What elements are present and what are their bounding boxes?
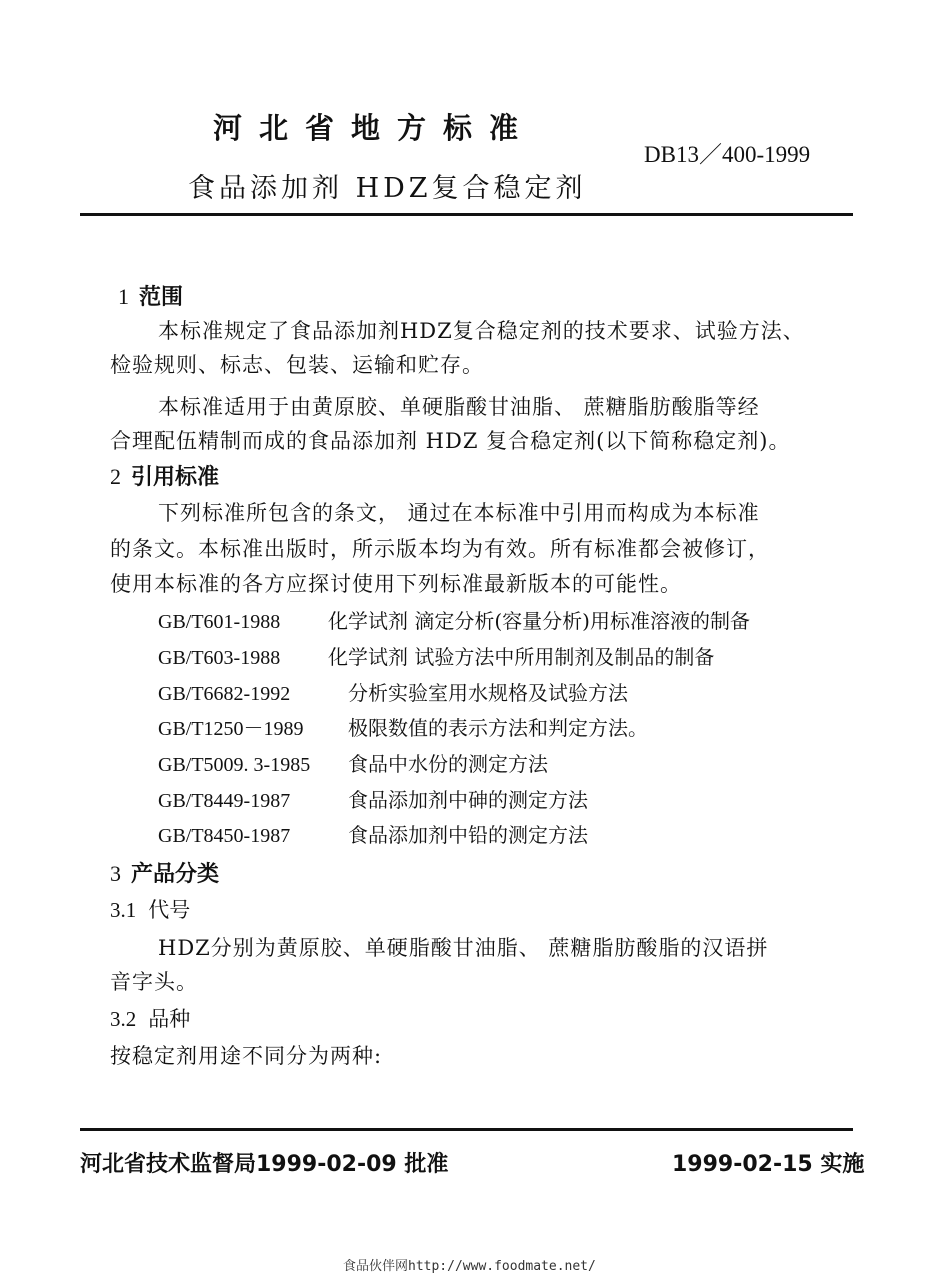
reference-title: 化学试剂 滴定分析(容量分析)用标准溶液的制备 [328,609,750,633]
header-divider [80,213,853,216]
reference-title: 食品添加剂中砷的测定方法 [348,788,588,812]
paragraph-line: 音字头。 [110,970,198,994]
document-subtitle: 食品添加剂 HDZ复合稳定剂 [188,173,587,204]
reference-title: 食品添加剂中铅的测定方法 [348,823,588,847]
section-title: 产品分类 [131,862,220,887]
reference-title: 化学试剂 试验方法中所用制剂及制品的制备 [328,645,715,669]
watermark-text: 食品伙伴网http://www.foodmate.net/ [343,1259,596,1274]
section-2-heading [110,460,219,491]
reference-title: 分析实验室用水规格及试验方法 [348,681,628,705]
subsection-title: 品种 [148,1007,191,1031]
paragraph-line: 本标准规定了食品添加剂HDZ复合稳定剂的技术要求、试验方法、 [158,319,805,343]
section-title: 范围 [139,285,184,310]
reference-title: 极限数值的表示方法和判定方法。 [348,716,648,740]
footer-divider [80,1128,853,1131]
section-1-heading [118,280,183,311]
implementation-line: 1999-02-15 实施 [672,1152,865,1177]
reference-item [158,784,588,813]
paragraph-line: 按稳定剂用途不同分为两种: [110,1044,383,1068]
reference-code: GB/T8450-1987 [158,825,291,847]
paragraph-line: 的条文。本标准出版时，所示版本均为有效。所有标准都会被修订， [110,537,770,561]
reference-code: GB/T6682-1992 [158,683,291,705]
section-3-heading [110,857,219,888]
reference-item [158,748,548,777]
section-number: 2 [110,464,121,489]
paragraph-line: HDZ分别为黄原胶、单硬脂酸甘油脂、 蔗糖脂肪酸脂的汉语拼 [158,936,769,960]
section-number: 1 [118,284,129,309]
document-title: 河北省地方标准 [213,111,536,145]
paragraph-line: 合理配伍精制而成的食品添加剂 HDZ 复合稳定剂(以下简称稳定剂)。 [110,429,791,453]
paragraph-line: 下列标准所包含的条文， 通过在本标准中引用而构成为本标准 [158,501,760,525]
reference-title: 食品中水份的测定方法 [348,752,548,776]
paragraph-line: 检验规则、标志、包装、运输和贮存。 [110,353,484,377]
reference-code: GB/T603-1988 [158,647,281,669]
reference-code: GB/T1250－1989 [158,718,304,740]
reference-code: GB/T8449-1987 [158,790,291,812]
paragraph-line: 本标准适用于由黄原胶、单硬脂酸甘油脂、 蔗糖脂肪酸脂等经 [158,395,760,419]
subsection-3-2-heading [110,1003,190,1033]
subsection-number: 3.2 [110,1007,137,1031]
standard-code: DB13／400-1999 [644,142,811,167]
reference-code: GB/T5009. 3-1985 [158,754,311,776]
subsection-number: 3.1 [110,898,137,922]
reference-item [158,641,714,670]
paragraph-line: 使用本标准的各方应探讨使用下列标准最新版本的可能性。 [110,572,682,596]
subsection-3-1-heading [110,894,190,924]
reference-code: GB/T601-1988 [158,611,281,633]
reference-item [158,677,628,706]
subsection-title: 代号 [148,898,191,922]
reference-item [158,605,750,634]
section-title: 引用标准 [131,465,220,490]
reference-item [158,819,588,848]
section-number: 3 [110,861,121,886]
reference-item [158,712,648,741]
approval-line: 河北省技术监督局1999-02-09 批准 [80,1152,449,1177]
